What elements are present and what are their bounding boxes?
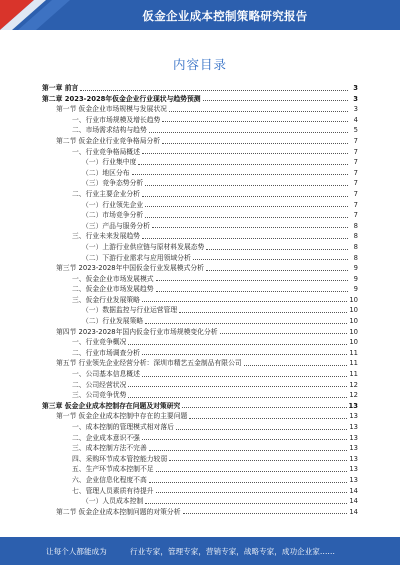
toc-entry[interactable] — [42, 348, 358, 359]
toc-entry-page-number: 8 — [353, 232, 358, 241]
toc-dot-leader — [156, 492, 348, 493]
toc-dot-leader — [182, 407, 346, 408]
toc-dot-leader — [220, 333, 348, 334]
toc-dot-leader — [156, 471, 348, 472]
footer-banner — [0, 537, 400, 565]
toc-entry-page-number: 10 — [349, 306, 358, 315]
toc-entry-page-number: 4 — [353, 115, 358, 124]
toc-entry-page-number: 8 — [353, 221, 358, 230]
toc-entry-label: 第一节 仮金企业市场规模与发展状况 — [56, 105, 167, 114]
toc-entry-page-number: 13 — [349, 454, 358, 463]
toc-dot-leader — [142, 153, 348, 154]
toc-entry-label: 一、仮金企业市场发展模式 — [72, 274, 154, 283]
toc-entry-label: （三）产品与服务分析 — [82, 221, 150, 230]
toc-entry-page-number: 11 — [349, 370, 358, 379]
toc-entry-page-number: 5 — [353, 126, 358, 135]
toc-entry-label: 一、成本控制的管理模式相对落后 — [72, 423, 174, 431]
toc-dot-leader — [179, 312, 347, 313]
toc-dot-leader — [152, 227, 348, 228]
toc-dot-leader — [183, 513, 348, 514]
toc-dot-leader — [80, 90, 348, 91]
toc-entry-page-number: 10 — [349, 295, 358, 304]
toc-entry-page-number: 9 — [353, 264, 358, 273]
toc-dot-leader — [203, 100, 348, 101]
toc-dot-leader — [138, 164, 348, 165]
toc-dot-leader — [128, 386, 347, 387]
toc-dot-leader — [142, 376, 347, 377]
toc-entry-label: （二）市场竞争分析 — [82, 211, 144, 220]
toc-entry-page-number: 7 — [353, 158, 358, 167]
toc-dot-leader — [176, 429, 347, 430]
toc-dot-leader — [142, 238, 348, 239]
toc-dot-leader — [145, 217, 348, 218]
toc-entry[interactable] — [42, 284, 358, 295]
toc-dot-leader — [145, 503, 347, 504]
toc-dot-leader — [169, 460, 347, 461]
toc-entry[interactable] — [42, 454, 358, 465]
toc-entry-page-number: 13 — [349, 475, 358, 484]
toc-entry-page-number: 7 — [353, 136, 358, 145]
toc-entry-label: 一、行业竞争概况 — [72, 338, 127, 347]
toc-entry-label: 六、企业信息化程度不高 — [72, 475, 147, 484]
toc-entry[interactable] — [42, 231, 358, 242]
toc-entry-label: 三、仮金行业发展策略 — [72, 295, 140, 304]
footer-roles: 行业专家，管理专家，营销专家，战略专家，成功企业家…… — [130, 547, 336, 556]
toc-entry-label: （二）地区分布 — [82, 168, 130, 177]
toc-entry-page-number: 10 — [349, 327, 358, 336]
toc-dot-leader — [162, 143, 348, 144]
toc-entry[interactable] — [42, 411, 358, 422]
toc-entry[interactable] — [42, 496, 358, 507]
toc-entry-page-number: 13 — [348, 401, 358, 410]
toc-entry-page-number: 7 — [353, 168, 358, 177]
toc-entry[interactable] — [42, 242, 358, 253]
toc-entry[interactable] — [42, 253, 358, 264]
toc-entry-label: 第四节 2023-2028年国内仮金行业市场规模变化分析 — [56, 327, 218, 336]
toc-entry-page-number: 14 — [349, 497, 358, 506]
toc-entry-page-number: 9 — [353, 274, 358, 283]
toc-dot-leader — [189, 418, 347, 419]
toc-entry[interactable] — [42, 157, 358, 168]
toc-entry-label: 二、行业主要企业分析 — [72, 189, 140, 198]
toc-dot-leader — [244, 365, 348, 366]
toc-entry-page-number: 8 — [353, 253, 358, 262]
toc-entry-page-number: 14 — [349, 507, 358, 516]
toc-entry[interactable] — [42, 486, 358, 497]
toc-entry[interactable] — [42, 369, 358, 380]
toc-dot-leader — [142, 439, 347, 440]
toc-entry-label: （一）人员成本控制 — [82, 497, 144, 506]
toc-entry-label: 第二章 2023-2028年仮金企业行业现状与趋势预测 — [42, 94, 201, 103]
toc-entry-page-number: 12 — [349, 391, 358, 400]
toc-entry-label: 三、行业未来发展趋势 — [72, 232, 140, 241]
toc-entry-label: （二）下游行业需求与应用领域分析 — [82, 253, 191, 262]
toc-entry-label: （三）竞争态势分析 — [82, 179, 144, 188]
toc-entry-label: （二）行业发展策略 — [82, 317, 144, 326]
toc-dot-leader — [132, 174, 348, 175]
footer-slogan: 让每个人都能成为 — [46, 547, 107, 556]
toc-entry-page-number: 10 — [349, 317, 358, 326]
toc-entry-label: 第五节 行业领先企业经营分析：深圳市精艺五金制品有限公司 — [56, 359, 242, 368]
toc-entry[interactable] — [42, 305, 358, 316]
report-title: 仮金企业成本控制策略研究报告 — [142, 9, 308, 23]
toc-entry[interactable] — [42, 189, 358, 200]
toc-dot-leader — [206, 249, 348, 250]
toc-dot-leader — [149, 450, 348, 451]
toc-entry[interactable] — [42, 263, 358, 274]
toc-entry[interactable] — [42, 136, 358, 147]
toc-entry-label: 一、行业竞争格局概述 — [72, 147, 140, 156]
toc-entry-page-number: 12 — [349, 380, 358, 389]
toc-entry[interactable] — [42, 178, 358, 189]
toc-entry-page-number: 13 — [349, 465, 358, 474]
toc-dot-leader — [206, 270, 348, 271]
toc-entry[interactable] — [42, 507, 358, 518]
toc-heading: 内容目录 — [172, 57, 227, 72]
toc-entry[interactable] — [42, 115, 358, 126]
toc-entry[interactable] — [42, 390, 358, 401]
toc-entry-label: 第二节 仮金企业行业竞争格局分析 — [56, 136, 161, 145]
toc-entry[interactable] — [42, 295, 358, 306]
table-of-contents — [42, 83, 358, 517]
toc-entry[interactable] — [42, 337, 358, 348]
toc-dot-leader — [162, 121, 348, 122]
toc-entry-label: 七、管理人员素质有待提升 — [72, 486, 154, 495]
toc-dot-leader — [128, 344, 347, 345]
toc-entry-label: 三、公司竞争优势 — [72, 391, 127, 400]
toc-entry[interactable] — [42, 168, 358, 179]
toc-dot-leader — [142, 196, 348, 197]
toc-entry-page-number: 7 — [353, 147, 358, 156]
toc-dot-leader — [128, 397, 347, 398]
toc-dot-leader — [149, 132, 348, 133]
toc-dot-leader — [142, 354, 347, 355]
toc-dot-leader — [145, 323, 347, 324]
toc-entry-page-number: 7 — [353, 189, 358, 198]
toc-entry-label: （一）数据监控与行业运营管理 — [82, 306, 178, 315]
toc-entry[interactable] — [42, 475, 358, 486]
toc-entry[interactable] — [42, 401, 358, 412]
toc-entry-page-number: 9 — [353, 285, 358, 294]
toc-entry-page-number: 3 — [353, 105, 358, 114]
toc-entry[interactable] — [42, 464, 358, 475]
toc-entry-label: 二、公司经营状况 — [72, 380, 127, 389]
toc-entry-label: 第二节 仮金企业成本控制问题的对策分析 — [56, 507, 181, 516]
toc-entry-label: 二、行业市场调查分析 — [72, 348, 140, 357]
toc-entry-page-number: 14 — [349, 486, 358, 495]
toc-entry-page-number: 13 — [349, 433, 358, 442]
toc-entry-label: 一、行业市场规模及增长趋势 — [72, 115, 161, 124]
toc-entry-page-number: 11 — [349, 359, 358, 368]
toc-entry[interactable] — [42, 274, 358, 285]
toc-dot-leader — [156, 291, 348, 292]
toc-entry-label: （一）行业领先企业 — [82, 200, 144, 209]
toc-entry-page-number: 13 — [349, 423, 358, 431]
toc-entry-label: 五、生产环节成本控制不足 — [72, 465, 154, 474]
toc-entry[interactable] — [42, 200, 358, 211]
toc-entry-page-number: 3 — [353, 94, 358, 103]
toc-entry-label: 第三章 仮金企业成本控制存在问题及对策研究 — [42, 401, 181, 410]
toc-entry-page-number: 7 — [353, 179, 358, 188]
toc-entry-page-number: 13 — [349, 412, 358, 421]
toc-dot-leader — [145, 185, 348, 186]
toc-entry-page-number: 11 — [349, 348, 358, 357]
toc-entry-label: 四、采购环节成本管控能力较弱 — [72, 454, 168, 463]
toc-entry-label: 二、企业成本意识不强 — [72, 433, 140, 442]
toc-dot-leader — [156, 280, 348, 281]
toc-entry[interactable] — [42, 422, 358, 433]
toc-entry[interactable] — [42, 316, 358, 327]
toc-entry[interactable] — [42, 210, 358, 221]
toc-entry[interactable] — [42, 327, 358, 338]
header-banner — [0, 0, 400, 30]
toc-entry-page-number: 8 — [353, 242, 358, 251]
toc-entry-label: 第一节 仮金企业成本控制中存在的主要问题 — [56, 412, 188, 421]
toc-entry[interactable] — [42, 83, 358, 94]
toc-entry[interactable] — [42, 147, 358, 158]
toc-entry-label: 一、公司基本信息概述 — [72, 370, 140, 379]
toc-entry-page-number: 13 — [349, 444, 358, 453]
toc-entry[interactable] — [42, 221, 358, 232]
header-decoration — [0, 0, 120, 30]
toc-entry[interactable] — [42, 94, 358, 105]
toc-entry-label: （一）行业集中度 — [82, 158, 137, 167]
toc-entry-page-number: 10 — [349, 338, 358, 347]
toc-entry-label: 二、市场需求结构与趋势 — [72, 126, 147, 135]
toc-entry-label: 第一章 前言 — [42, 84, 79, 92]
toc-entry[interactable] — [42, 358, 358, 369]
toc-entry-page-number: 7 — [353, 211, 358, 220]
toc-entry-page-number: 7 — [353, 200, 358, 209]
toc-entry-label: 二、仮金企业市场发展趋势 — [72, 285, 154, 294]
toc-dot-leader — [149, 482, 348, 483]
toc-entry[interactable] — [42, 104, 358, 115]
toc-dot-leader — [193, 259, 348, 260]
toc-entry[interactable] — [42, 380, 358, 391]
toc-entry[interactable] — [42, 125, 358, 136]
toc-dot-leader — [145, 206, 348, 207]
toc-entry-label: 三、成本控制方法不完善 — [72, 444, 147, 453]
toc-entry[interactable] — [42, 433, 358, 444]
toc-entry-page-number: 3 — [353, 84, 358, 92]
toc-dot-leader — [142, 301, 347, 302]
toc-entry-label: 第三节 2023-2028年中国仮金行业发展模式分析 — [56, 264, 204, 273]
toc-dot-leader — [169, 111, 348, 112]
toc-entry-label: （一）上游行业供应链与原材料发展态势 — [82, 242, 205, 251]
toc-entry[interactable] — [42, 443, 358, 454]
